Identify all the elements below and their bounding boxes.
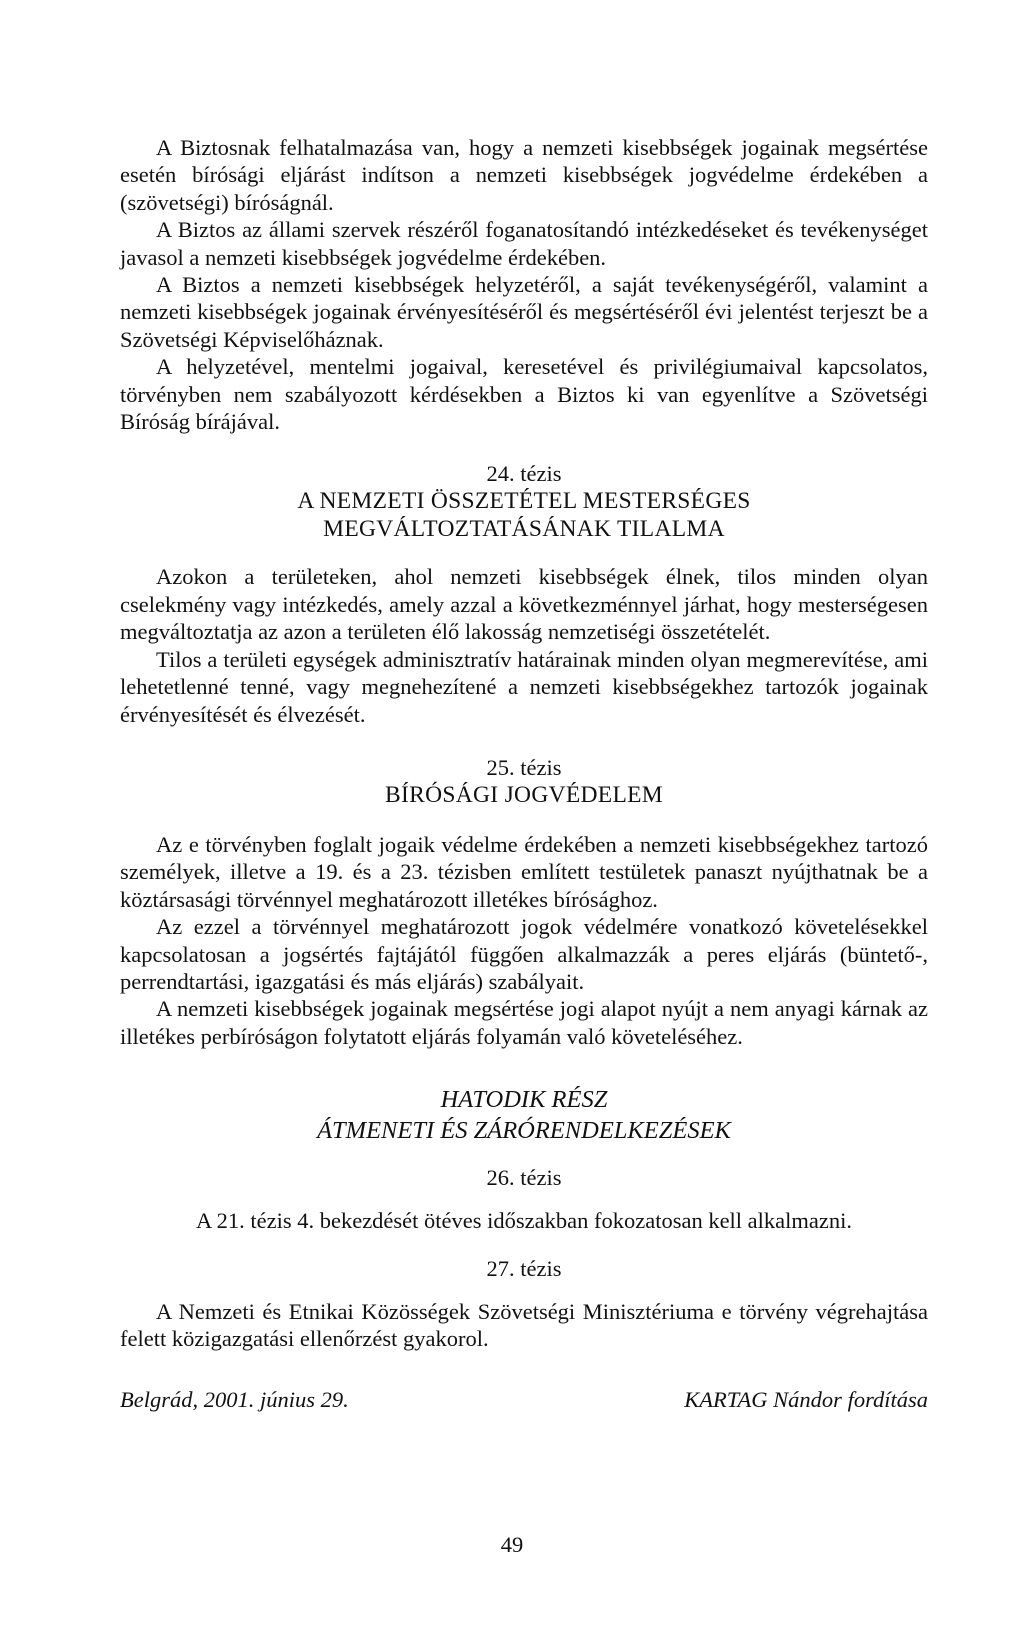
paragraph: A Biztos a nemzeti kisebbségek helyzetéről, a saját tevékenységéről, valamint a nemzeti kisebbségek jogainak érvényesítéséről és megsértéséről évi jelentést terjeszt be a Szövetségi Képviselőháznak. (120, 272, 928, 352)
page-number: 49 (500, 1532, 524, 1557)
paragraph: Az e törvényben foglalt jogaik védelme érdekében a nemzeti kisebbségekhez tartozó személyek, illetve a 19. és a 23. tézisben említett testületek panaszt nyújthatnak be a köztársasági törvénnyel meghatározott illetékes bírósághoz. (120, 831, 928, 912)
place-date: Belgrád, 2001. június 29. (120, 1387, 349, 1413)
paragraph: A nemzeti kisebbségek jogainak megsértése jogi alapot nyújt a nem anyagi kárnak az illetékes perbíróságon folytatott eljárás folyamán való követeléséhez. (120, 996, 928, 1049)
thesis-24-number: 24. tézis (486, 461, 562, 487)
thesis-26-text: A 21. tézis 4. bekezdését ötéves időszakban fokozatosan kell alkalmazni. (195, 1208, 853, 1234)
paragraph: Az ezzel a törvénnyel meghatározott jogok védelmére vonatkozó követelésekkel kapcsolatosan a jogsértés fajtájától függően alkalmazzák a peres eljárás (büntető-, perrendtartási, igazgatási és más eljárás) szabályait. (120, 914, 928, 994)
thesis-27-number: 27. tézis (486, 1255, 562, 1281)
paragraph: Tilos a területi egységek adminisztratív határainak minden olyan megmerevítése, ami lehetetlenné tenné, vagy megnehezítené a nemzeti kisebbségekhez tartozók jogainak érvényesítését és élvezését. (120, 646, 928, 727)
thesis-24-title-line2: MEGVÁLTOZTATÁSÁNAK TILALMA (323, 516, 725, 543)
paragraph: A Biztos az állami szervek részéről foganatosítandó intézkedéseket és tevékenységet javasol a nemzeti kisebbségek jogvédelme érdekében. (120, 217, 928, 270)
thesis-24-body (120, 563, 928, 727)
paragraph: A Biztosnak felhatalmazása van, hogy a nemzeti kisebbségek jogainak megsértése esetén bírósági eljárást indítson a nemzeti kisebbségek jogvédelme érdekében a (szövetségi) bíróságnál. (120, 135, 928, 215)
thesis-25-title: BÍRÓSÁGI JOGVÉDELEM (385, 781, 663, 808)
signature-row (120, 1386, 928, 1413)
paragraph: Azokon a területeken, ahol nemzeti kisebbségek élnek, tilos minden olyan cselekmény vagy intézkedés, amely azzal a következménnyel járhat, hogy mesterségesen megváltoztatja az azon a területen élő lakosság nemzetiségi összetételét. (120, 564, 928, 645)
thesis-27-text: A Nemzeti és Etnikai Közösségek Szövetségi Minisztériuma e törvény végrehajtása felett közigazgatási ellenőrzést gyakorol. (120, 1298, 928, 1351)
document-page (120, 134, 928, 1413)
translator: KARTAG Nándor fordítása (684, 1387, 928, 1413)
part-6-title-line2: ÁTMENETI ÉS ZÁRÓRENDELKEZÉSEK (317, 1117, 731, 1145)
thesis-26-number: 26. tézis (486, 1165, 562, 1191)
part-6-title-line1: HATODIK RÉSZ (440, 1086, 608, 1114)
biztos-section (120, 134, 928, 435)
paragraph: A helyzetével, mentelmi jogaival, keresetével és privilégiumaival kapcsolatos, törvényben nem szabályozott kérdésekben a Biztos ki van egyenlítve a Szövetségi Bíróság bírájával. (120, 354, 928, 435)
thesis-24-title-line1: A NEMZETI ÖSSZETÉTEL MESTERSÉGES (297, 488, 751, 515)
thesis-25-number: 25. tézis (486, 754, 562, 780)
thesis-25-body (120, 831, 928, 1050)
